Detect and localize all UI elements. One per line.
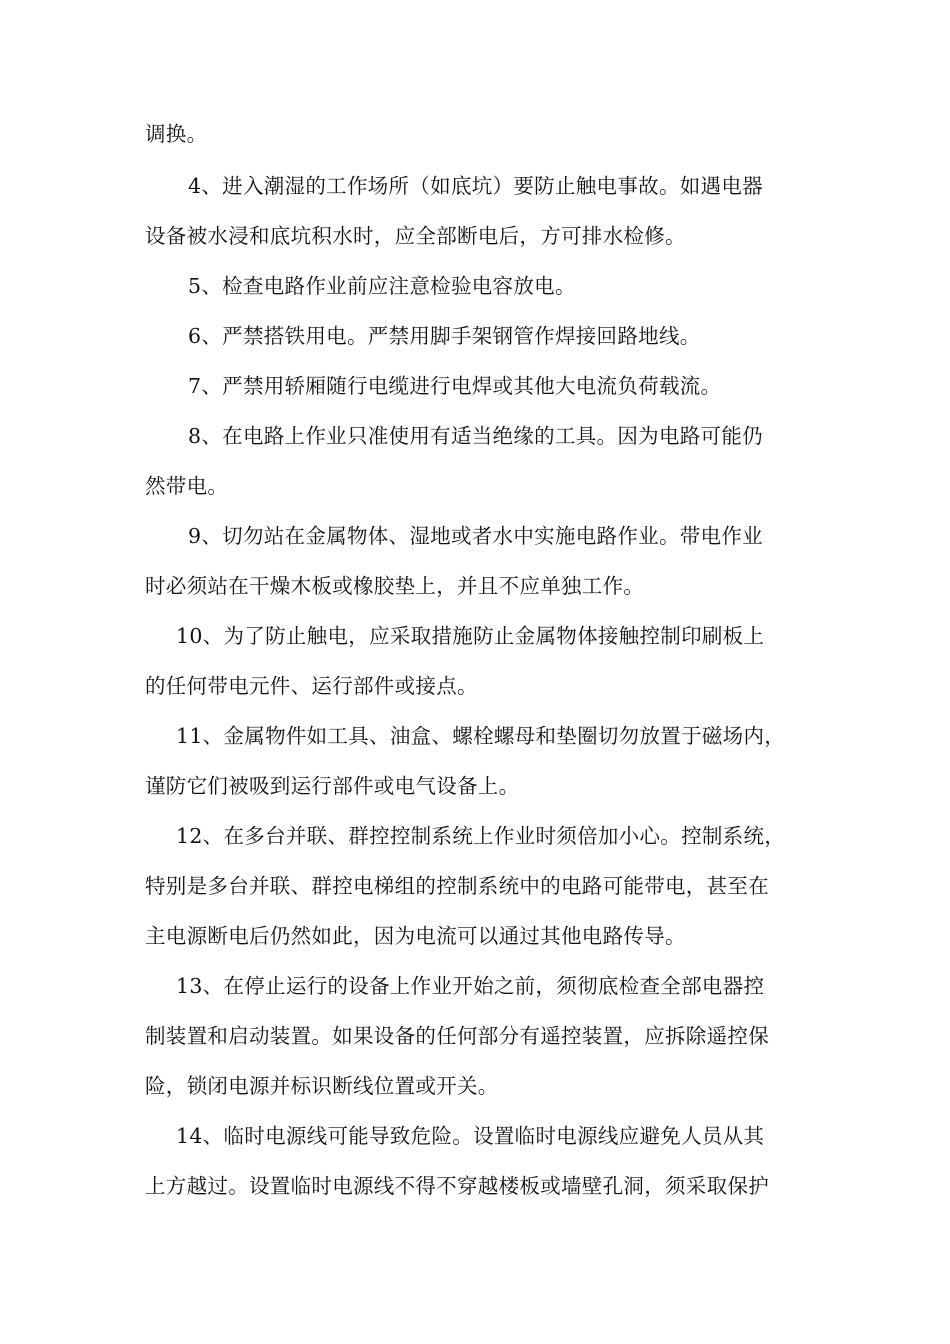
text-line: 14、临时电源线可能导致危险。设置临时电源线应避免人员从其 bbox=[176, 1124, 765, 1148]
text-line: 然带电。 bbox=[145, 474, 229, 498]
text-line: 调换。 bbox=[145, 122, 208, 146]
text-line: 设备被水浸和底坑积水时，应全部断电后，方可排水检修。 bbox=[145, 224, 686, 248]
text-line: 9、切勿站在金属物体、湿地或者水中实施电路作业。带电作业 bbox=[188, 524, 763, 548]
text-line: 制装置和启动装置。如果设备的任何部分有遥控装置，应拆除遥控保 bbox=[145, 1024, 769, 1048]
text-line: 7、严禁用轿厢随行电缆进行电焊或其他大电流负荷载流。 bbox=[188, 374, 722, 398]
text-line: 谨防它们被吸到运行部件或电气设备上。 bbox=[145, 774, 520, 798]
text-line: 6、严禁搭铁用电。严禁用脚手架钢管作焊接回路地线。 bbox=[188, 324, 701, 348]
text-line: 12、在多台并联、群控控制系统上作业时须倍加小心。控制系统， bbox=[176, 824, 786, 848]
text-line: 8、在电路上作业只准使用有适当绝缘的工具。因为电路可能仍 bbox=[188, 424, 763, 448]
text-line: 11、金属物件如工具、油盒、螺栓螺母和垫圈切勿放置于磁场内， bbox=[176, 724, 786, 748]
text-line: 特别是多台并联、群控电梯组的控制系统中的电路可能带电，甚至在 bbox=[145, 874, 769, 898]
text-line: 险，锁闭电源并标识断线位置或开关。 bbox=[145, 1074, 499, 1098]
text-line: 时必须站在干燥木板或橡胶垫上，并且不应单独工作。 bbox=[145, 574, 645, 598]
text-line: 13、在停止运行的设备上作业开始之前，须彻底检查全部电器控 bbox=[176, 974, 765, 998]
text-line: 主电源断电后仍然如此，因为电流可以通过其他电路传导。 bbox=[145, 924, 686, 948]
text-line: 10、为了防止触电，应采取措施防止金属物体接触控制印刷板上 bbox=[176, 624, 765, 648]
text-line: 5、检查电路作业前应注意检验电容放电。 bbox=[188, 274, 576, 298]
text-line: 的任何带电元件、运行部件或接点。 bbox=[145, 674, 478, 698]
text-line: 上方越过。设置临时电源线不得不穿越楼板或墙壁孔洞，须采取保护 bbox=[145, 1174, 769, 1198]
text-line: 4、进入潮湿的工作场所（如底坑）要防止触电事故。如遇电器 bbox=[188, 174, 763, 198]
